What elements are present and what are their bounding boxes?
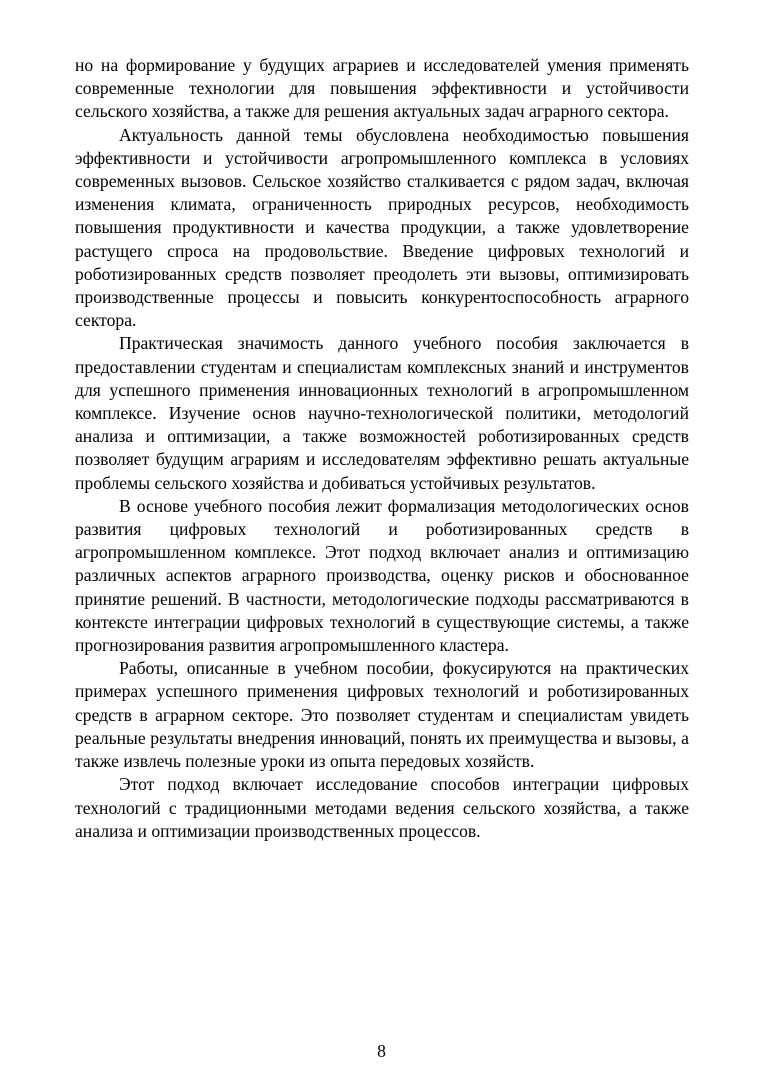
document-page [75, 54, 689, 843]
paragraph-practical-examples: Работы, описанные в учебном пособии, фокусируются на практических примерах успешного применения цифровых технологий и роботизированных средств в аграрном секторе. Это позволяет студентам и специалистам увидеть реальные результаты внедрения инноваций, понять их преимущества и вызовы, а также извлечь полезные уроки из опыта передовых хозяйств. [75, 658, 689, 772]
page-number: 8 [377, 1041, 386, 1061]
paragraph-relevance: Актуальность данной темы обусловлена необходимостью повышения эффективности и устойчивости агропромышленного комплекса в условиях современных вызовов. Сельское хозяйство сталкивается с рядом задач, включая изменения климата, ограниченность природных ресурсов, необходимость повышения продуктивности и качества продукции, а также удовлетворение растущего спроса на продовольствие. Введение цифровых технологий и роботизированных средств позволяет преодолеть эти вызовы, оптимизировать производственные процессы и повысить конкурентоспособность аграрного сектора. [75, 124, 689, 331]
paragraph-practical-significance: Практическая значимость данного учебного пособия заключается в предоставлении студентам и специалистам комплексных знаний и инструментов для успешного применения инновационных технологий в агропромышленном комплексе. Изучение основ научно-технологической политики, методологий анализа и оптимизации, а также возможностей роботизированных средств позволяет будущим аграриям и исследователям эффективно решать актуальные проблемы сельского хозяйства и добиваться устойчивых результатов. [75, 333, 689, 493]
paragraph-methodology: В основе учебного пособия лежит формализация методологических основ развития цифровых технологий и роботизированных средств в агропромышленном комплексе. Этот подход включает анализ и оптимизацию различных аспектов аграрного производства, оценку рисков и обоснованное принятие решений. В частности, методологические подходы рассматриваются в контексте интеграции цифровых технологий в существующие системы, а также прогнозирования развития агропромышленного кластера. [75, 495, 689, 656]
paragraph-integration-approach: Этот подход включает исследование способов интеграции цифровых технологий с традиционными методами ведения сельского хозяйства, а также анализа и оптимизации производственных процессов. [75, 774, 689, 841]
paragraph-continuation: но на формирование у будущих аграриев и исследователей умения применять современные технологии для повышения эффективности и устойчивости сельского хозяйства, а также для решения актуальных задач аграрного сектора. [75, 55, 689, 122]
